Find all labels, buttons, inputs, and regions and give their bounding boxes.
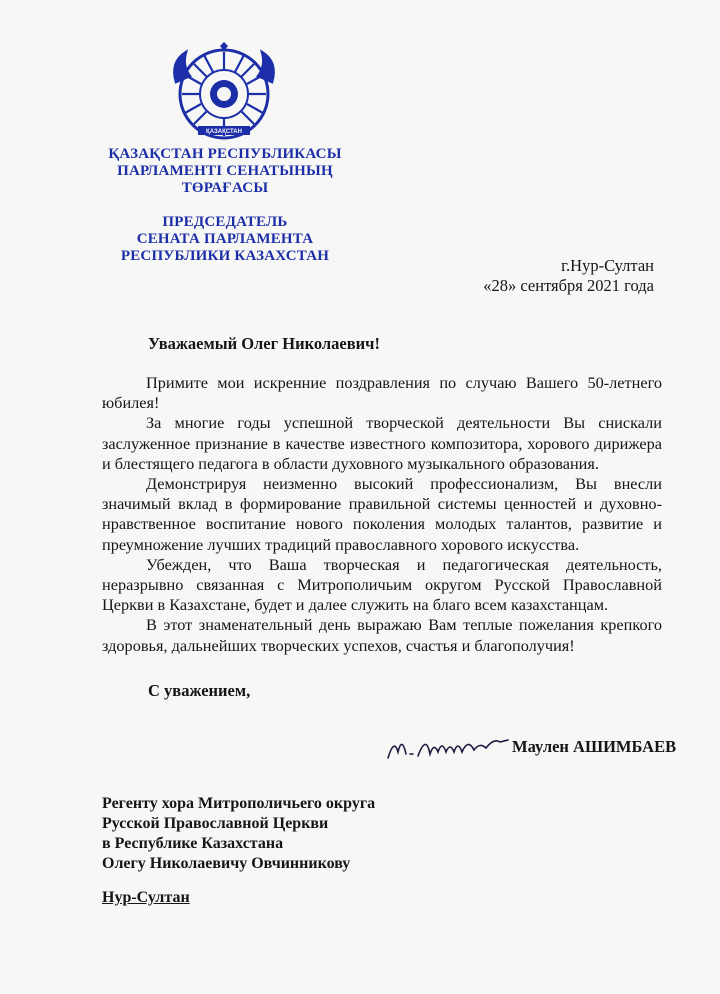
russian-title-line: СЕНАТА ПАРЛАМЕНТА [136, 231, 314, 247]
recipient-line: Русской Православной Церкви [102, 815, 329, 832]
kazakh-org-title [80, 146, 370, 197]
recipient-line: Регенту хора Митрополичьего округа [102, 795, 376, 812]
date: «28» сентября 2021 года [483, 276, 654, 295]
city: г.Нур-Султан [561, 256, 654, 275]
paragraph: В этот знаменательный день выражаю Вам теплые пожелания крепкого здоровья, дальнейших творческих успехов, счастья и благополучия! [102, 615, 662, 655]
kazakh-title-line: ҚАЗАҚСТАН РЕСПУБЛИКАСЫ [108, 146, 342, 162]
closing: С уважением, [148, 681, 251, 700]
paragraph: За многие годы успешной творческой деятельности Вы снискали заслуженное признание в качестве известного композитора, хорового дирижера и блестящего педагога в области духовного музыкального образования. [102, 413, 662, 473]
recipient-line: в Республике Казахстана [102, 835, 284, 852]
recipient-block [102, 794, 375, 874]
paragraph: Примите мои искренние поздравления по случаю Вашего 50-летнего юбилея! [102, 373, 662, 413]
paragraph: Демонстрируя неизменно высокий профессионализм, Вы внесли значимый вклад в формирование правильной системы ценностей и духовно-нравственное воспитание нового поколения молодых талантов, развитие и преумножение лучших традиций православного хорового искусства. [102, 474, 662, 554]
paragraph: Убежден, что Ваша творческая и педагогическая деятельность, неразрывно связанная с Митрополичьим округом Русской Православной Церкви в Казахстане, будет и далее служить на благо всем казахстанцам. [102, 554, 662, 615]
handwritten-signature [384, 728, 514, 764]
russian-title-line: РЕСПУБЛИКИ КАЗАХСТАН [120, 248, 330, 264]
place-and-date [483, 256, 654, 296]
recipient-line: Олегу Николаевичу Овчинникову [102, 855, 351, 872]
russian-org-title [80, 214, 370, 265]
salutation: Уважаемый Олег Николаевич! [148, 334, 380, 353]
kazakh-title-line: ТӨРАҒАСЫ [181, 180, 269, 196]
kazakh-title-line: ПАРЛАМЕНТІ СЕНАТЫНЫҢ [117, 163, 333, 179]
recipient-city: Нур-Султан [102, 889, 190, 906]
letter-body [102, 373, 662, 656]
svg-text:ҚАЗАҚСТАН: ҚАЗАҚСТАН [206, 129, 242, 135]
signer-name: Маулен АШИМБАЕВ [512, 737, 677, 756]
state-emblem-icon [168, 42, 280, 146]
russian-title-line: ПРЕДСЕДАТЕЛЬ [162, 214, 288, 230]
